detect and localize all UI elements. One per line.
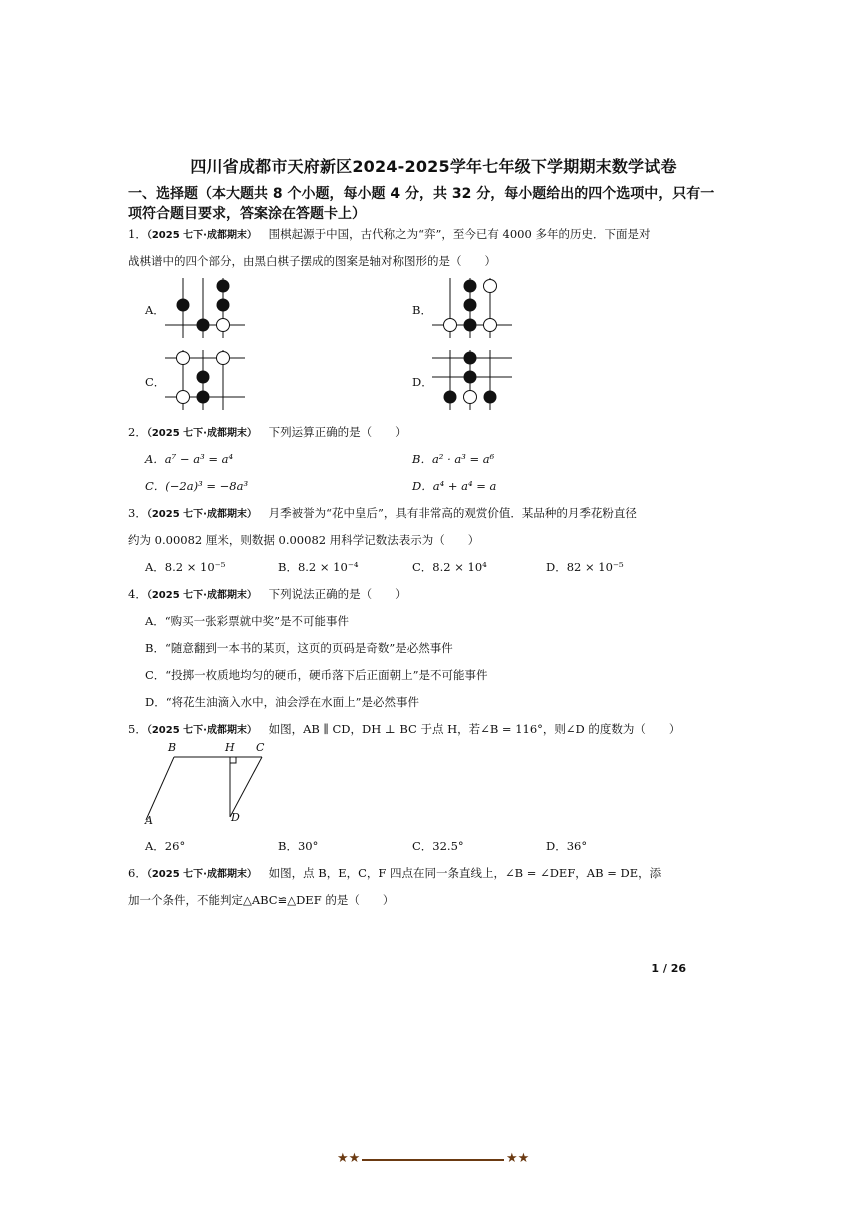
q5-source-tag: （2025 七下·成都期末） xyxy=(146,725,257,736)
q3-option-b: B．8.2 × 10⁻⁴ xyxy=(278,560,359,574)
q5-geometry-figure xyxy=(140,742,275,828)
q1-stem-line2: 战棋谱中的四个部分，由黑白棋子摆成的图案是轴对称图形的是（ ） xyxy=(128,254,496,268)
q4-number: 4． xyxy=(128,587,147,601)
q3-option-a: A．8.2 × 10⁻⁵ xyxy=(145,560,226,574)
q1-line1 xyxy=(128,226,650,242)
q2-option-a: A．a⁷ − a³ = a⁴ xyxy=(145,452,234,466)
q5-label-d: D xyxy=(231,811,240,824)
q2-line xyxy=(128,424,407,440)
q5-label-b: B xyxy=(168,741,177,754)
q4-source-tag: （2025 七下·成都期末） xyxy=(146,590,257,601)
q3-line1 xyxy=(128,505,637,521)
q6-line1 xyxy=(128,865,661,881)
go-diagram-a xyxy=(165,278,245,338)
q2-option-d: D．a⁴ + a⁴ = a xyxy=(412,479,497,493)
section-heading-line2: 项符合题目要求，答案涂在答题卡上） xyxy=(128,206,366,222)
q5-option-c: C．32.5° xyxy=(412,839,464,853)
q4-line xyxy=(128,586,407,602)
q2-source-tag: （2025 七下·成都期末） xyxy=(146,428,257,439)
q1-option-a-label: A． xyxy=(145,303,165,317)
q4-option-c: C．“投掷一枚质地均匀的硬币，硬币落下后正面朝上”是不可能事件 xyxy=(145,668,488,682)
q1-option-d-label: D． xyxy=(412,375,433,389)
q5-label-a: A xyxy=(145,814,153,827)
q3-option-c: C．8.2 × 10⁴ xyxy=(412,560,487,574)
q3-number: 3． xyxy=(128,506,147,520)
footer-stars-right: ★★ xyxy=(506,1151,530,1166)
q1-option-b-label: B． xyxy=(412,303,432,317)
q3-stem-line2: 约为 0.00082 厘米，则数据 0.00082 用科学记数法表示为（ ） xyxy=(128,533,480,547)
q1-number: 1． xyxy=(128,227,147,241)
q6-source-tag: （2025 七下·成都期末） xyxy=(146,869,257,880)
page-title: 四川省成都市天府新区2024-2025学年七年级下学期期末数学试卷 xyxy=(190,157,677,176)
q1-option-c-label: C． xyxy=(145,375,166,389)
q6-stem-line2: 加一个条件，不能判定△ABC≌△DEF 的是（ ） xyxy=(128,893,395,907)
q3-source-tag: （2025 七下·成都期末） xyxy=(146,509,257,520)
page-number: 1 / 26 xyxy=(651,962,686,975)
q6-number: 6． xyxy=(128,866,147,880)
q3-option-d: D．82 × 10⁻⁵ xyxy=(546,560,624,574)
q2-option-b: B．a² · a³ = a⁶ xyxy=(412,452,495,466)
q5-number: 5． xyxy=(128,722,147,736)
q2-option-c: C．(−2a)³ = −8a³ xyxy=(145,479,249,493)
q3-stem-line1: 月季被誉为“花中皇后”，具有非常高的观赏价值．某品种的月季花粉直径 xyxy=(268,506,637,520)
q4-stem: 下列说法正确的是（ ） xyxy=(268,587,407,601)
q6-stem-line1: 如图，点 B，E，C，F 四点在同一条直线上，∠B = ∠DEF，AB = DE，添 xyxy=(268,866,662,880)
q4-option-d: D．“将花生油滴入水中，油会浮在水面上”是必然事件 xyxy=(145,695,419,709)
q5-label-h: H xyxy=(225,741,235,754)
q5-stem: 如图，AB ∥ CD，DH ⊥ BC 于点 H，若∠B = 116°，则∠D 的度数为（ ） xyxy=(268,722,681,736)
footer-divider xyxy=(362,1159,504,1161)
go-diagram-d xyxy=(432,350,512,410)
q5-option-a: A．26° xyxy=(145,839,186,853)
go-diagram-c xyxy=(165,350,245,410)
go-diagram-b xyxy=(432,278,512,338)
q2-stem: 下列运算正确的是（ ） xyxy=(268,425,407,439)
q4-option-a: A．“购买一张彩票就中奖”是不可能事件 xyxy=(145,614,350,628)
q1-source-tag: （2025 七下·成都期末） xyxy=(146,230,257,241)
q5-option-d: D．36° xyxy=(546,839,588,853)
q5-option-b: B．30° xyxy=(278,839,319,853)
section-heading-line1: 一、选择题（本大题共 8 个小题，每小题 4 分，共 32 分，每小题给出的四个选项中，只有一 xyxy=(128,186,715,202)
q2-number: 2． xyxy=(128,425,147,439)
footer-stars-left: ★★ xyxy=(337,1151,361,1166)
q4-option-b: B．“随意翻到一本书的某页，这页的页码是奇数”是必然事件 xyxy=(145,641,453,655)
q1-stem-line1: 围棋起源于中国，古代称之为“弈”，至今已有 4000 多年的历史．下面是对 xyxy=(268,227,651,241)
q5-label-c: C xyxy=(256,741,265,754)
q5-line xyxy=(128,721,680,737)
